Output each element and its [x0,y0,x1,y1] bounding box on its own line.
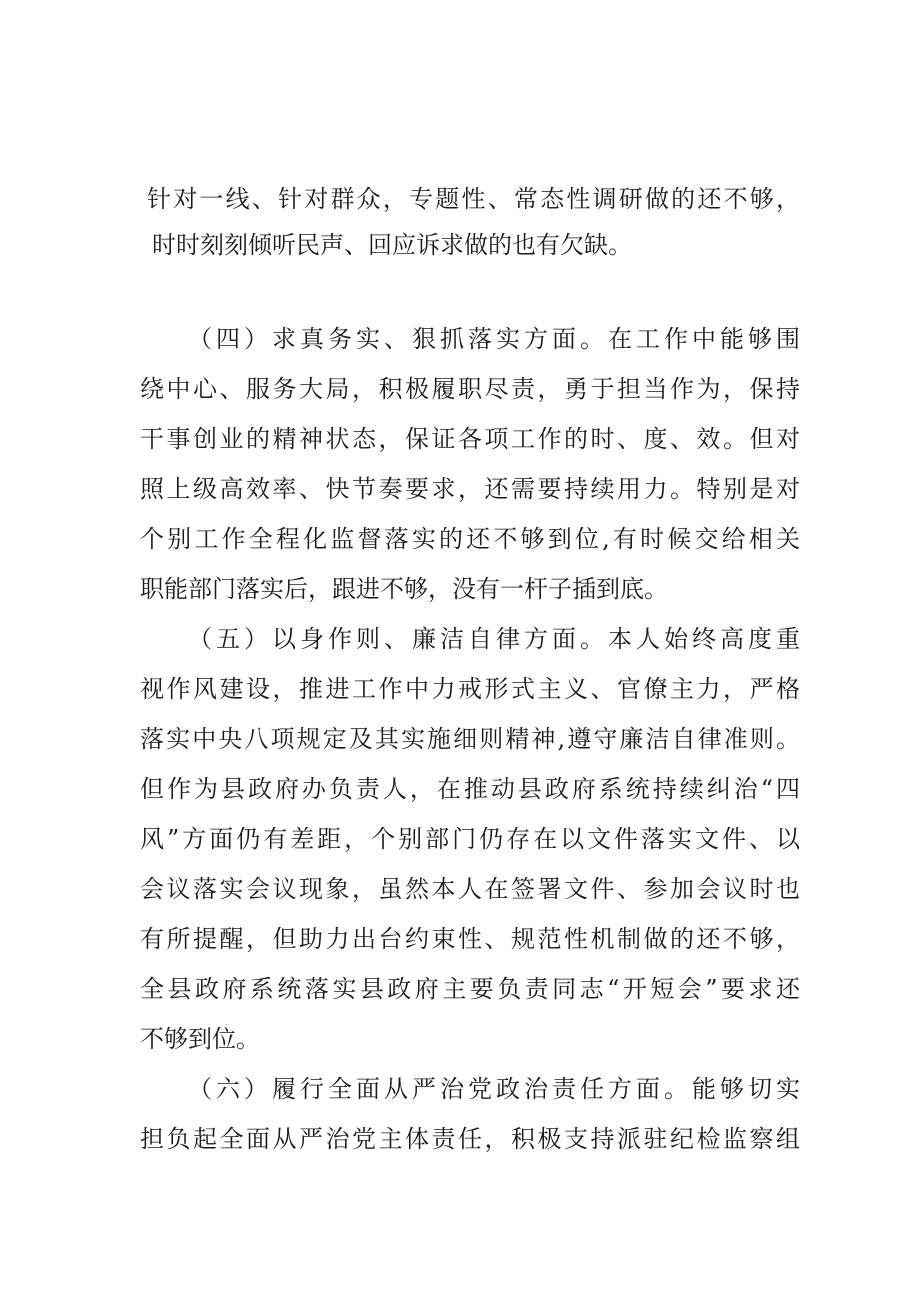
text-line-2: 时时刻刻倾听民声、回应诉求做的也有欠缺。 [152,231,632,259]
text-line-19: 担负起全面从严治党主体责任，积极支持派驻纪检监察组 [140,1125,800,1153]
text-line-16: 全县政府系统落实县政府主要负责同志“开短会”要求还 [140,975,800,1003]
section-4-heading-line: （四）求真务实、狠抓落实方面。在工作中能够围 [188,325,800,353]
text-line-1: 针对一线、针对群众，专题性、常态性调研做的还不够， [147,185,800,213]
text-line-12: 但作为县政府办负责人，在推动县政府系统持续纠治“四 [140,775,800,803]
text-line-6: 照上级高效率、快节奏要求，还需要持续用力。特别是对 [140,475,800,503]
text-line-10: 视作风建设，推进工作中力戒形式主义、官僚主力，严格 [140,675,800,703]
text-line-4: 绕中心、服务大局，积极履职尽责，勇于担当作为，保持 [140,375,800,403]
text-line-15: 有所提醒，但助力出台约束性、规范性机制做的还不够， [140,925,800,953]
text-line-5: 干事创业的精神状态，保证各项工作的时、度、效。但对 [140,425,800,453]
text-line-14: 会议落实会议现象，虽然本人在签署文件、参加会议时也 [140,875,800,903]
text-line-7: 个别工作全程化监督落实的还不够到位,有时候交给相关 [140,525,800,553]
text-line-13: 风”方面仍有差距，个别部门仍存在以文件落实文件、以 [140,825,800,853]
text-line-11: 落实中央八项规定及其实施细则精神,遵守廉洁自律准则。 [140,725,800,753]
text-line-17: 不够到位。 [140,1025,260,1053]
text-line-8: 职能部门落实后，跟进不够，没有一杆子插到底。 [140,575,668,603]
section-6-heading-line: （六）履行全面从严治党政治责任方面。能够切实 [188,1075,800,1103]
section-5-heading-line: （五）以身作则、廉洁自律方面。本人始终高度重 [188,625,800,653]
